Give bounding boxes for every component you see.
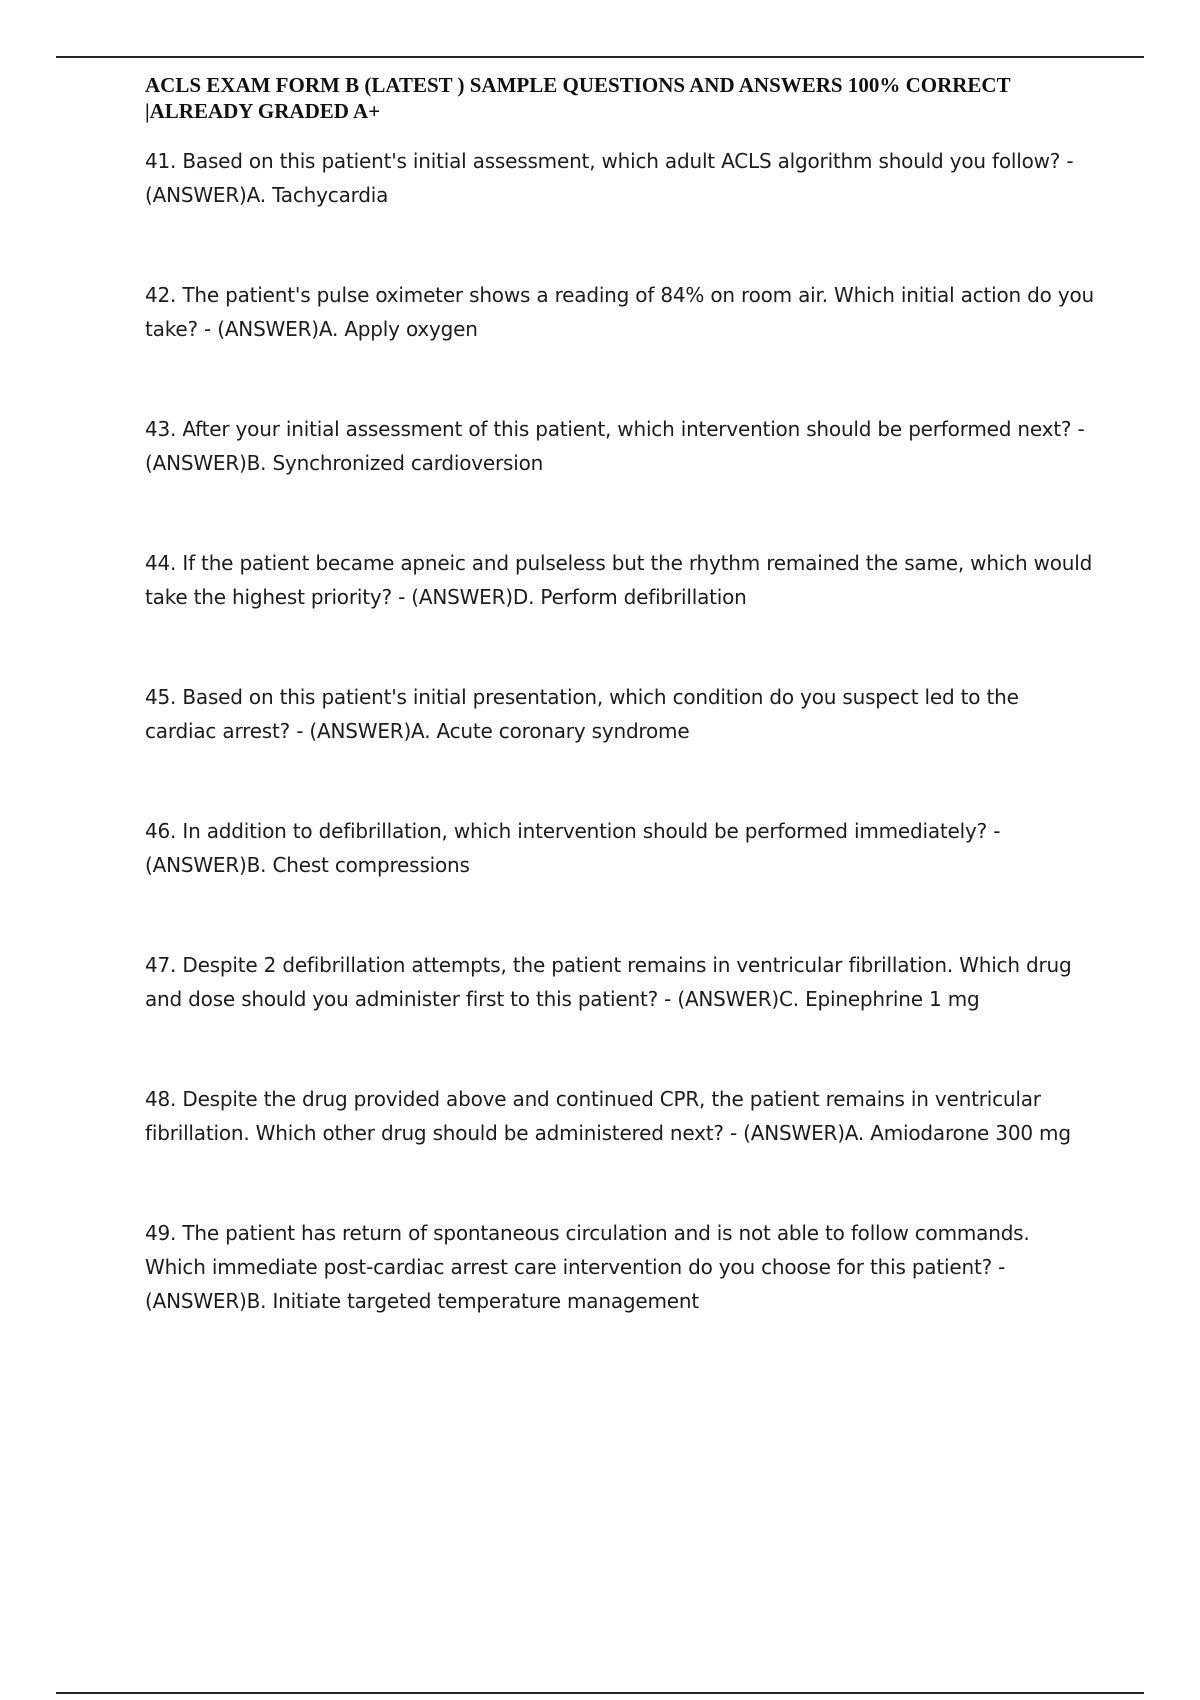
question-42: 42. The patient's pulse oximeter shows a reading of 84% on room air. Which initial action do you take? - (ANSWER)A. Apply oxygen: [145, 283, 1094, 341]
top-divider: [56, 56, 1144, 58]
document-title: ACLS EXAM FORM B (LATEST ) SAMPLE QUESTIONS AND ANSWERS 100% CORRECT |ALREADY GRADED A+: [145, 73, 1011, 123]
bottom-divider: [56, 1692, 1144, 1694]
question-48: 48. Despite the drug provided above and continued CPR, the patient remains in ventricular fibrillation. Which other drug should be administered next? - (ANSWER)A. Amiodarone 300 mg: [145, 1087, 1071, 1145]
document-body: [145, 72, 1095, 1384]
question-list: [145, 144, 1095, 1318]
question-46: 46. In addition to defibrillation, which intervention should be performed immediately? - (ANSWER)B. Chest compressions: [145, 819, 1001, 877]
question-43: 43. After your initial assessment of this patient, which intervention should be performed next? - (ANSWER)B. Synchronized cardioversion: [145, 417, 1085, 475]
question-49: 49. The patient has return of spontaneous circulation and is not able to follow commands. Which immediate post-cardiac arrest care intervention do you choose for this patient? - (ANSWER)B. Initiate targeted temperature management: [145, 1221, 1030, 1313]
question-47: 47. Despite 2 defibrillation attempts, the patient remains in ventricular fibrillation. Which drug and dose should you administer first to this patient? - (ANSWER)C. Epinephrine 1 mg: [145, 953, 1072, 1011]
question-41: 41. Based on this patient's initial assessment, which adult ACLS algorithm should you follow? - (ANSWER)A. Tachycardia: [145, 149, 1074, 207]
question-45: 45. Based on this patient's initial presentation, which condition do you suspect led to the cardiac arrest? - (ANSWER)A. Acute coronary syndrome: [145, 685, 1019, 743]
question-44: 44. If the patient became apneic and pulseless but the rhythm remained the same, which would take the highest priority? - (ANSWER)D. Perform defibrillation: [145, 551, 1093, 609]
